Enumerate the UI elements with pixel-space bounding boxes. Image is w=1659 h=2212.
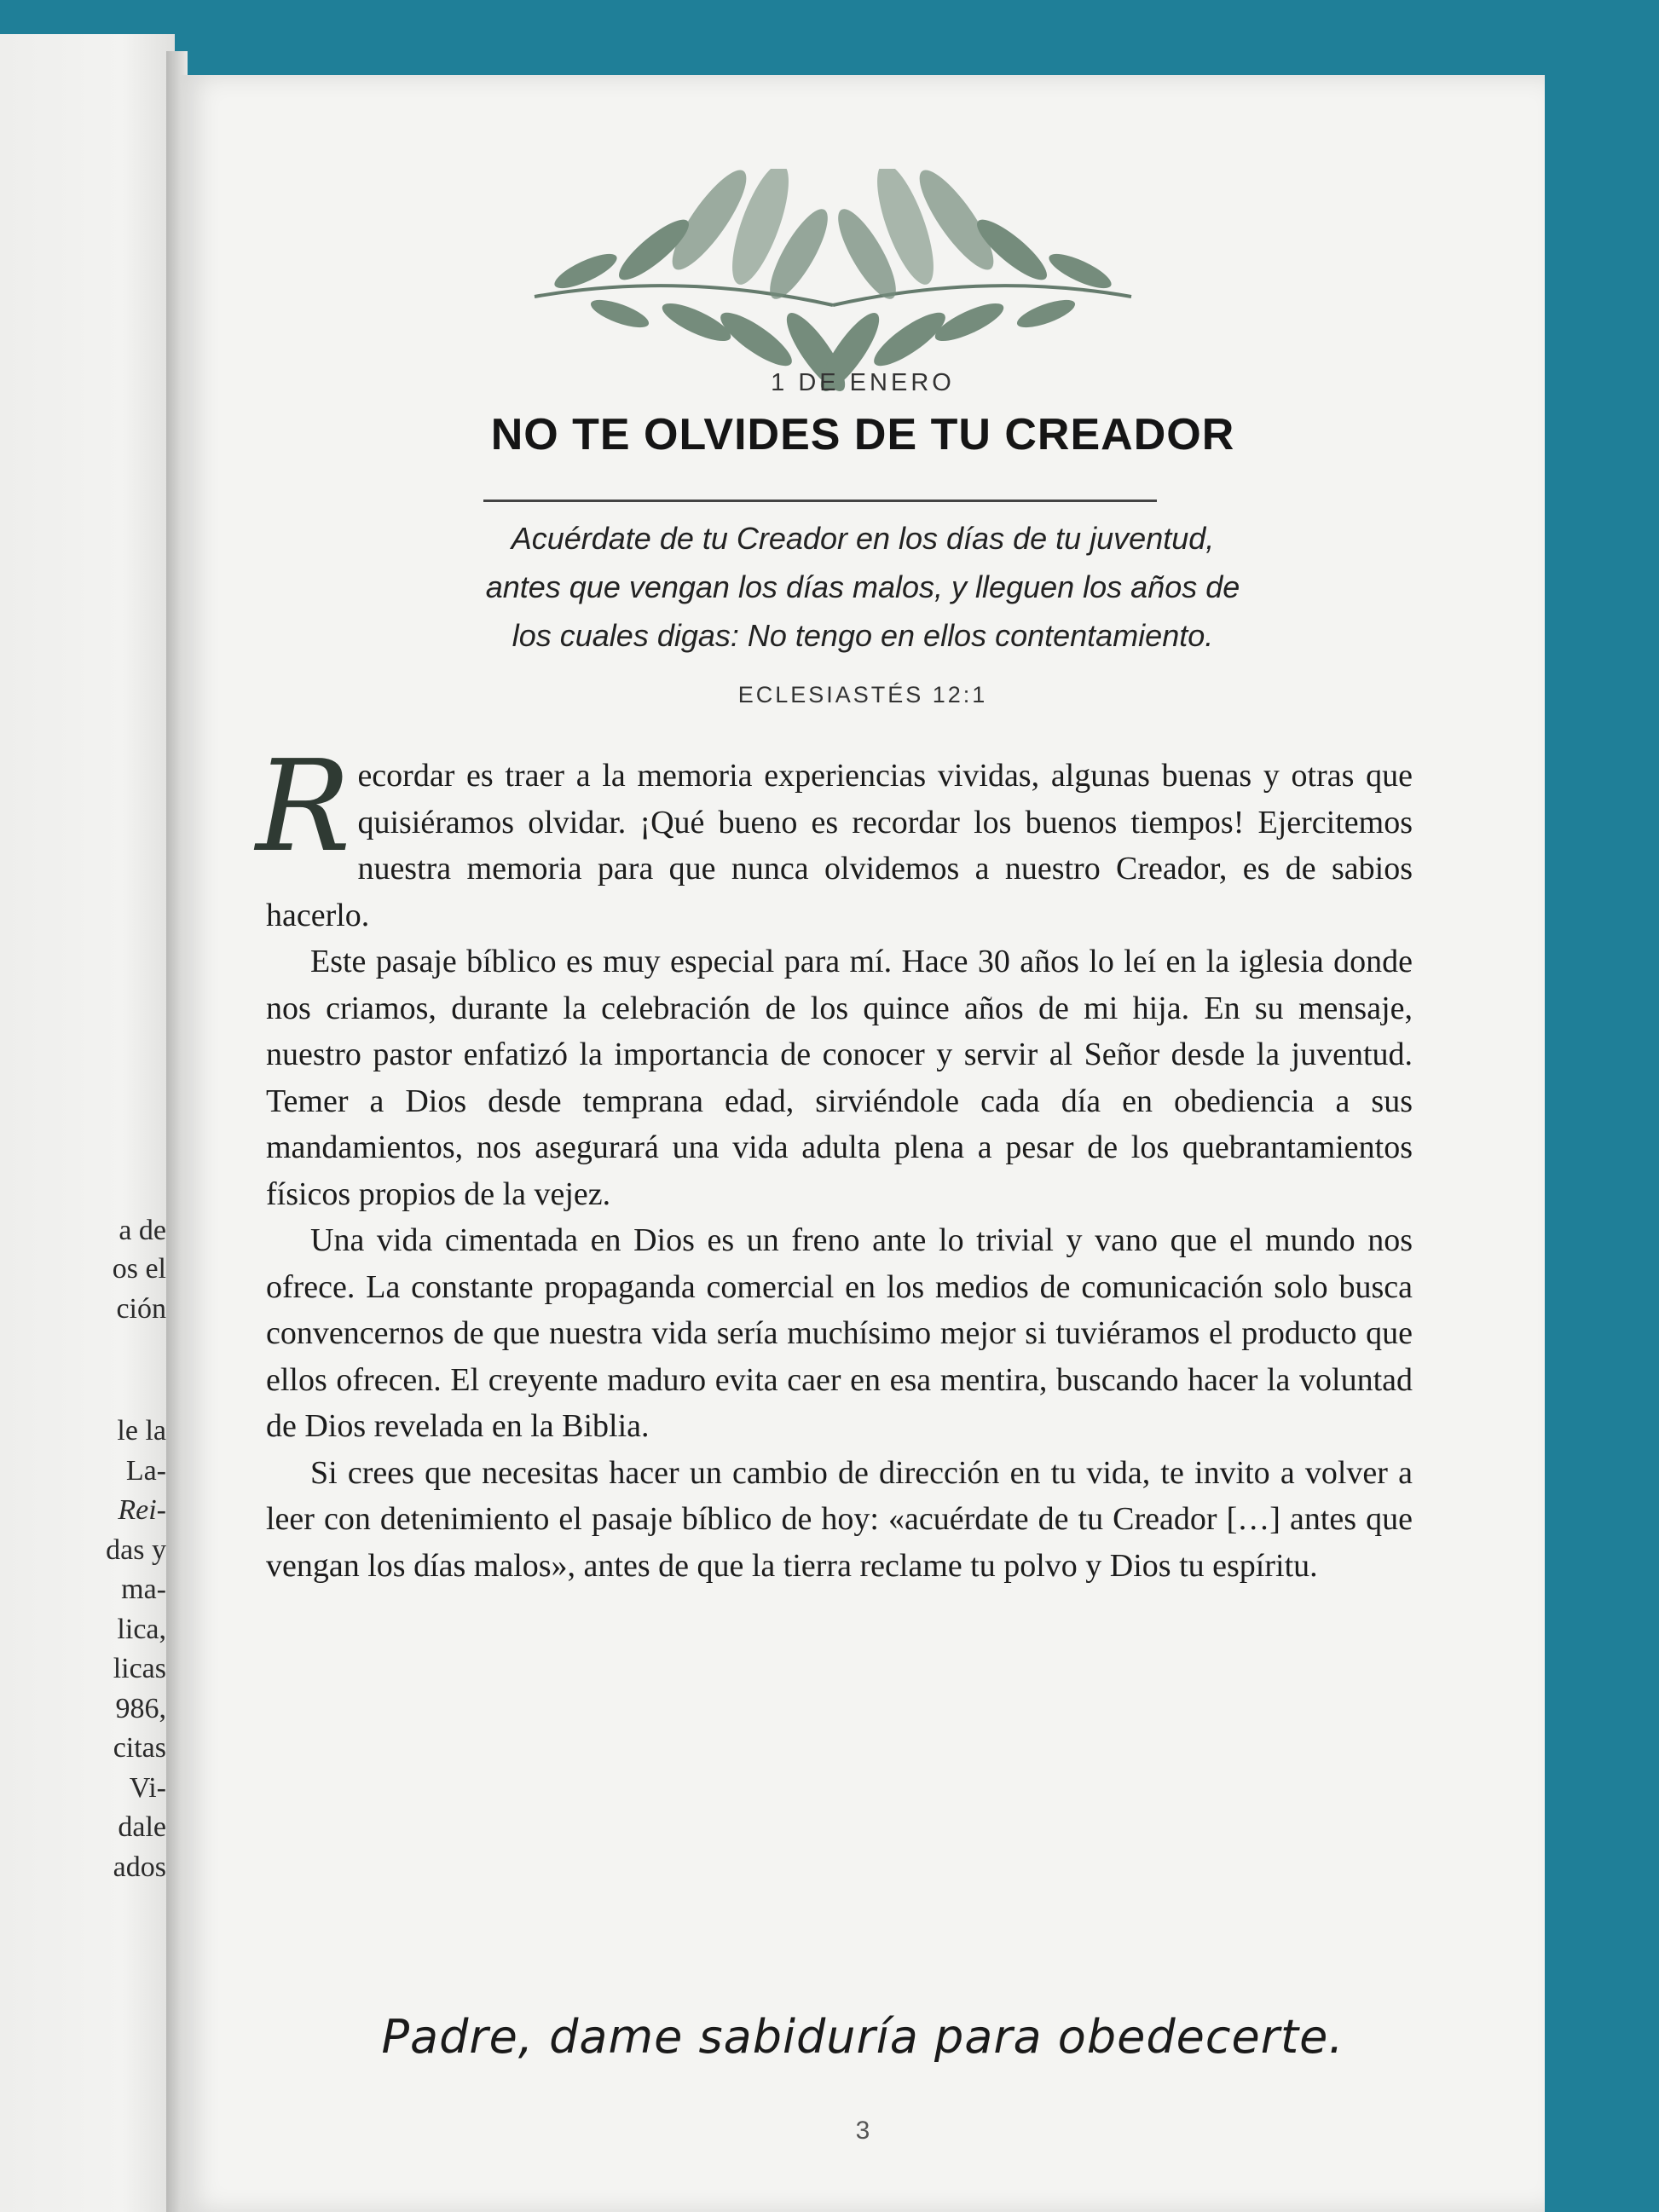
left-page-text: licas <box>113 1653 166 1684</box>
left-page-text: Vi- <box>129 1772 166 1804</box>
prayer-line: Padre, dame sabiduría para obedecerte. <box>381 2010 1344 2064</box>
page-number: 3 <box>855 2117 870 2145</box>
left-page <box>0 34 175 2212</box>
verse-line: los cuales digas: No tengo en ellos contentamiento. <box>512 618 1214 653</box>
left-page-text: ados <box>113 1851 166 1883</box>
left-page-text: ma- <box>121 1574 166 1605</box>
leaf-branch-ornament <box>526 169 1140 450</box>
devotional-date: 1 DE ENERO <box>771 369 955 396</box>
verse-line: antes que vengan los días malos, y lleguen los años de <box>485 569 1240 604</box>
left-page-text: dale <box>118 1811 166 1843</box>
drop-cap: R <box>256 733 351 880</box>
body-paragraph: Una vida cimentada en Dios es un freno ante lo trivial y vano que el mundo nos ofrece. La constante propaganda comercial en los medios de comunicación solo busca convencernos de que nuestra vida sería muchísimo mejor si tuviéramos el producto que ellos ofrecen. El creyente maduro evita caer en esa mentira, buscando hacer la voluntad de Dios revelada en la Biblia. <box>266 1222 1413 1444</box>
body-paragraph <box>256 733 1413 939</box>
left-page-text: os el <box>112 1253 166 1285</box>
paragraph-text: ecordar es traer a la memoria experiencias vividas, algunas buenas y otras que quisiéramos olvidar. ¡Qué bueno es recordar los buenos tiempos! Ejercitemos nuestra memoria para que nunca olvidemos a nuestro Creador, es de sabios hacerlo. <box>266 758 1413 933</box>
left-page-text: citas <box>113 1732 166 1764</box>
verse-line: Acuérdate de tu Creador en los días de tu juventud, <box>511 521 1215 556</box>
left-page-text: La- <box>125 1455 166 1487</box>
body-paragraph: Este pasaje bíblico es muy especial para mí. Hace 30 años lo leí en la iglesia donde nos criamos, durante la celebración de los quince años de mi hija. En su mensaje, nuestro pastor enfatizó la importancia de conocer y servir al Señor desde la juventud. Temer a Dios desde temprana edad, sirviéndole cada día en obediencia a sus mandamientos, nos asegurará una vida adulta plena a pesar de los quebrantamientos físicos propios de la vejez. <box>266 944 1413 1212</box>
left-page-text: Rei- <box>118 1494 166 1526</box>
left-page-text: ción <box>116 1293 166 1325</box>
left-page-text: le la <box>117 1415 166 1447</box>
body-paragraph: Si crees que necesitas hacer un cambio de dirección en tu vida, te invito a volver a leer con detenimiento el pasaje bíblico de hoy: «acuérdate de tu Creador […] antes que vengan los días malos», antes de que la tierra reclame tu polvo y Dios tu espíritu. <box>266 1454 1413 1584</box>
left-page-text: das y <box>106 1534 166 1566</box>
right-page <box>181 75 1545 2212</box>
bible-verse <box>351 514 1374 660</box>
page-title: NO TE OLVIDES DE TU CREADOR <box>490 410 1235 459</box>
devotional-body <box>256 733 1413 1589</box>
verse-reference: ECLESIASTÉS 12:1 <box>737 682 988 707</box>
title-divider <box>483 500 1157 502</box>
left-page-text: 986, <box>115 1693 166 1724</box>
left-page-text: a de <box>118 1215 166 1246</box>
left-page-text: lica, <box>117 1614 166 1645</box>
